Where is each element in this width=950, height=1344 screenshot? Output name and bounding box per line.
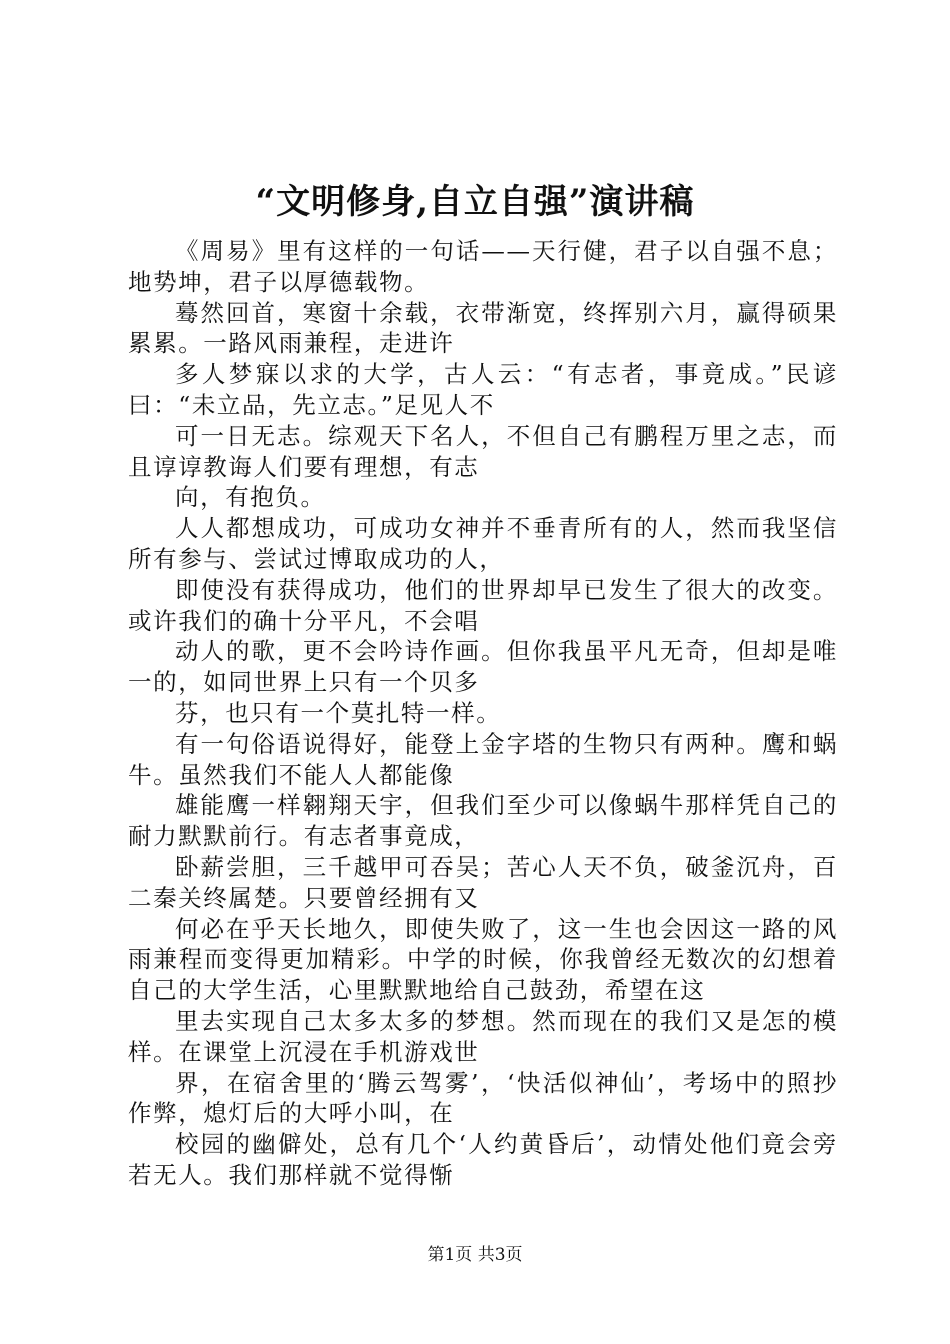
- paragraph: 界，在宿舍里的‘腾云驾雾’，‘快活似神仙’，考场中的照抄作弊，熄灯后的大呼小叫，在: [128, 1068, 838, 1128]
- paragraph: 雄能鹰一样翱翔天宇，但我们至少可以像蜗牛那样凭自己的耐力默默前行。有志者事竟成，: [128, 791, 838, 851]
- page-footer: 第1页 共3页: [427, 1245, 523, 1265]
- paragraph: 《周易》里有这样的一句话——天行健，君子以自强不息；地势坤，君子以厚德载物。: [128, 237, 838, 296]
- paragraph: 可一日无志。综观天下名人，不但自己有鹏程万里之志，而且谆谆教诲人们要有理想，有志: [128, 421, 838, 481]
- paragraph: 人人都想成功，可成功女神并不垂青所有的人，然而我坚信所有参与、尝试过博取成功的人，: [128, 514, 838, 573]
- paragraph: 向，有抱负。: [175, 483, 326, 512]
- document-title: “文明修身,自立自强”演讲稿: [255, 182, 695, 222]
- paragraph: 校园的幽僻处，总有几个‘人约黄昏后’，动情处他们竟会旁若无人。我们那样就不觉得惭: [128, 1130, 838, 1189]
- paragraph: 蓦然回首，寒窗十余载，衣带渐宽，终挥别六月，赢得硕果累累。一路风雨兼程，走进许: [128, 298, 838, 358]
- paragraph: 有一句俗语说得好，能登上金字塔的生物只有两种。鹰和蜗牛。虽然我们不能人人都能像: [128, 729, 838, 789]
- paragraph: 里去实现自己太多太多的梦想。然而现在的我们又是怎的模样。在课堂上沉浸在手机游戏世: [128, 1006, 838, 1066]
- paragraph: 多人梦寐以求的大学，古人云：“有志者，事竟成。”民谚曰：“未立品，先立志。”足见人不: [128, 360, 838, 419]
- paragraph: 动人的歌，更不会吟诗作画。但你我虽平凡无奇，但却是唯一的，如同世界上只有一个贝多: [128, 637, 838, 697]
- document-body: [128, 236, 838, 1191]
- paragraph: 卧薪尝胆，三千越甲可吞吴；苦心人天不负，破釜沉舟，百二秦关终属楚。只要曾经拥有又: [128, 852, 838, 912]
- paragraph: 即使没有获得成功，他们的世界却早已发生了很大的改变。或许我们的确十分平凡，不会唱: [128, 575, 838, 635]
- paragraph: 何必在乎天长地久，即使失败了，这一生也会因这一路的风雨兼程而变得更加精彩。中学的时候，你我曾经无数次的幻想着自己的大学生活，心里默默地给自己鼓劲，希望在这: [128, 914, 838, 1005]
- paragraph: 芬，也只有一个莫扎特一样。: [175, 698, 502, 727]
